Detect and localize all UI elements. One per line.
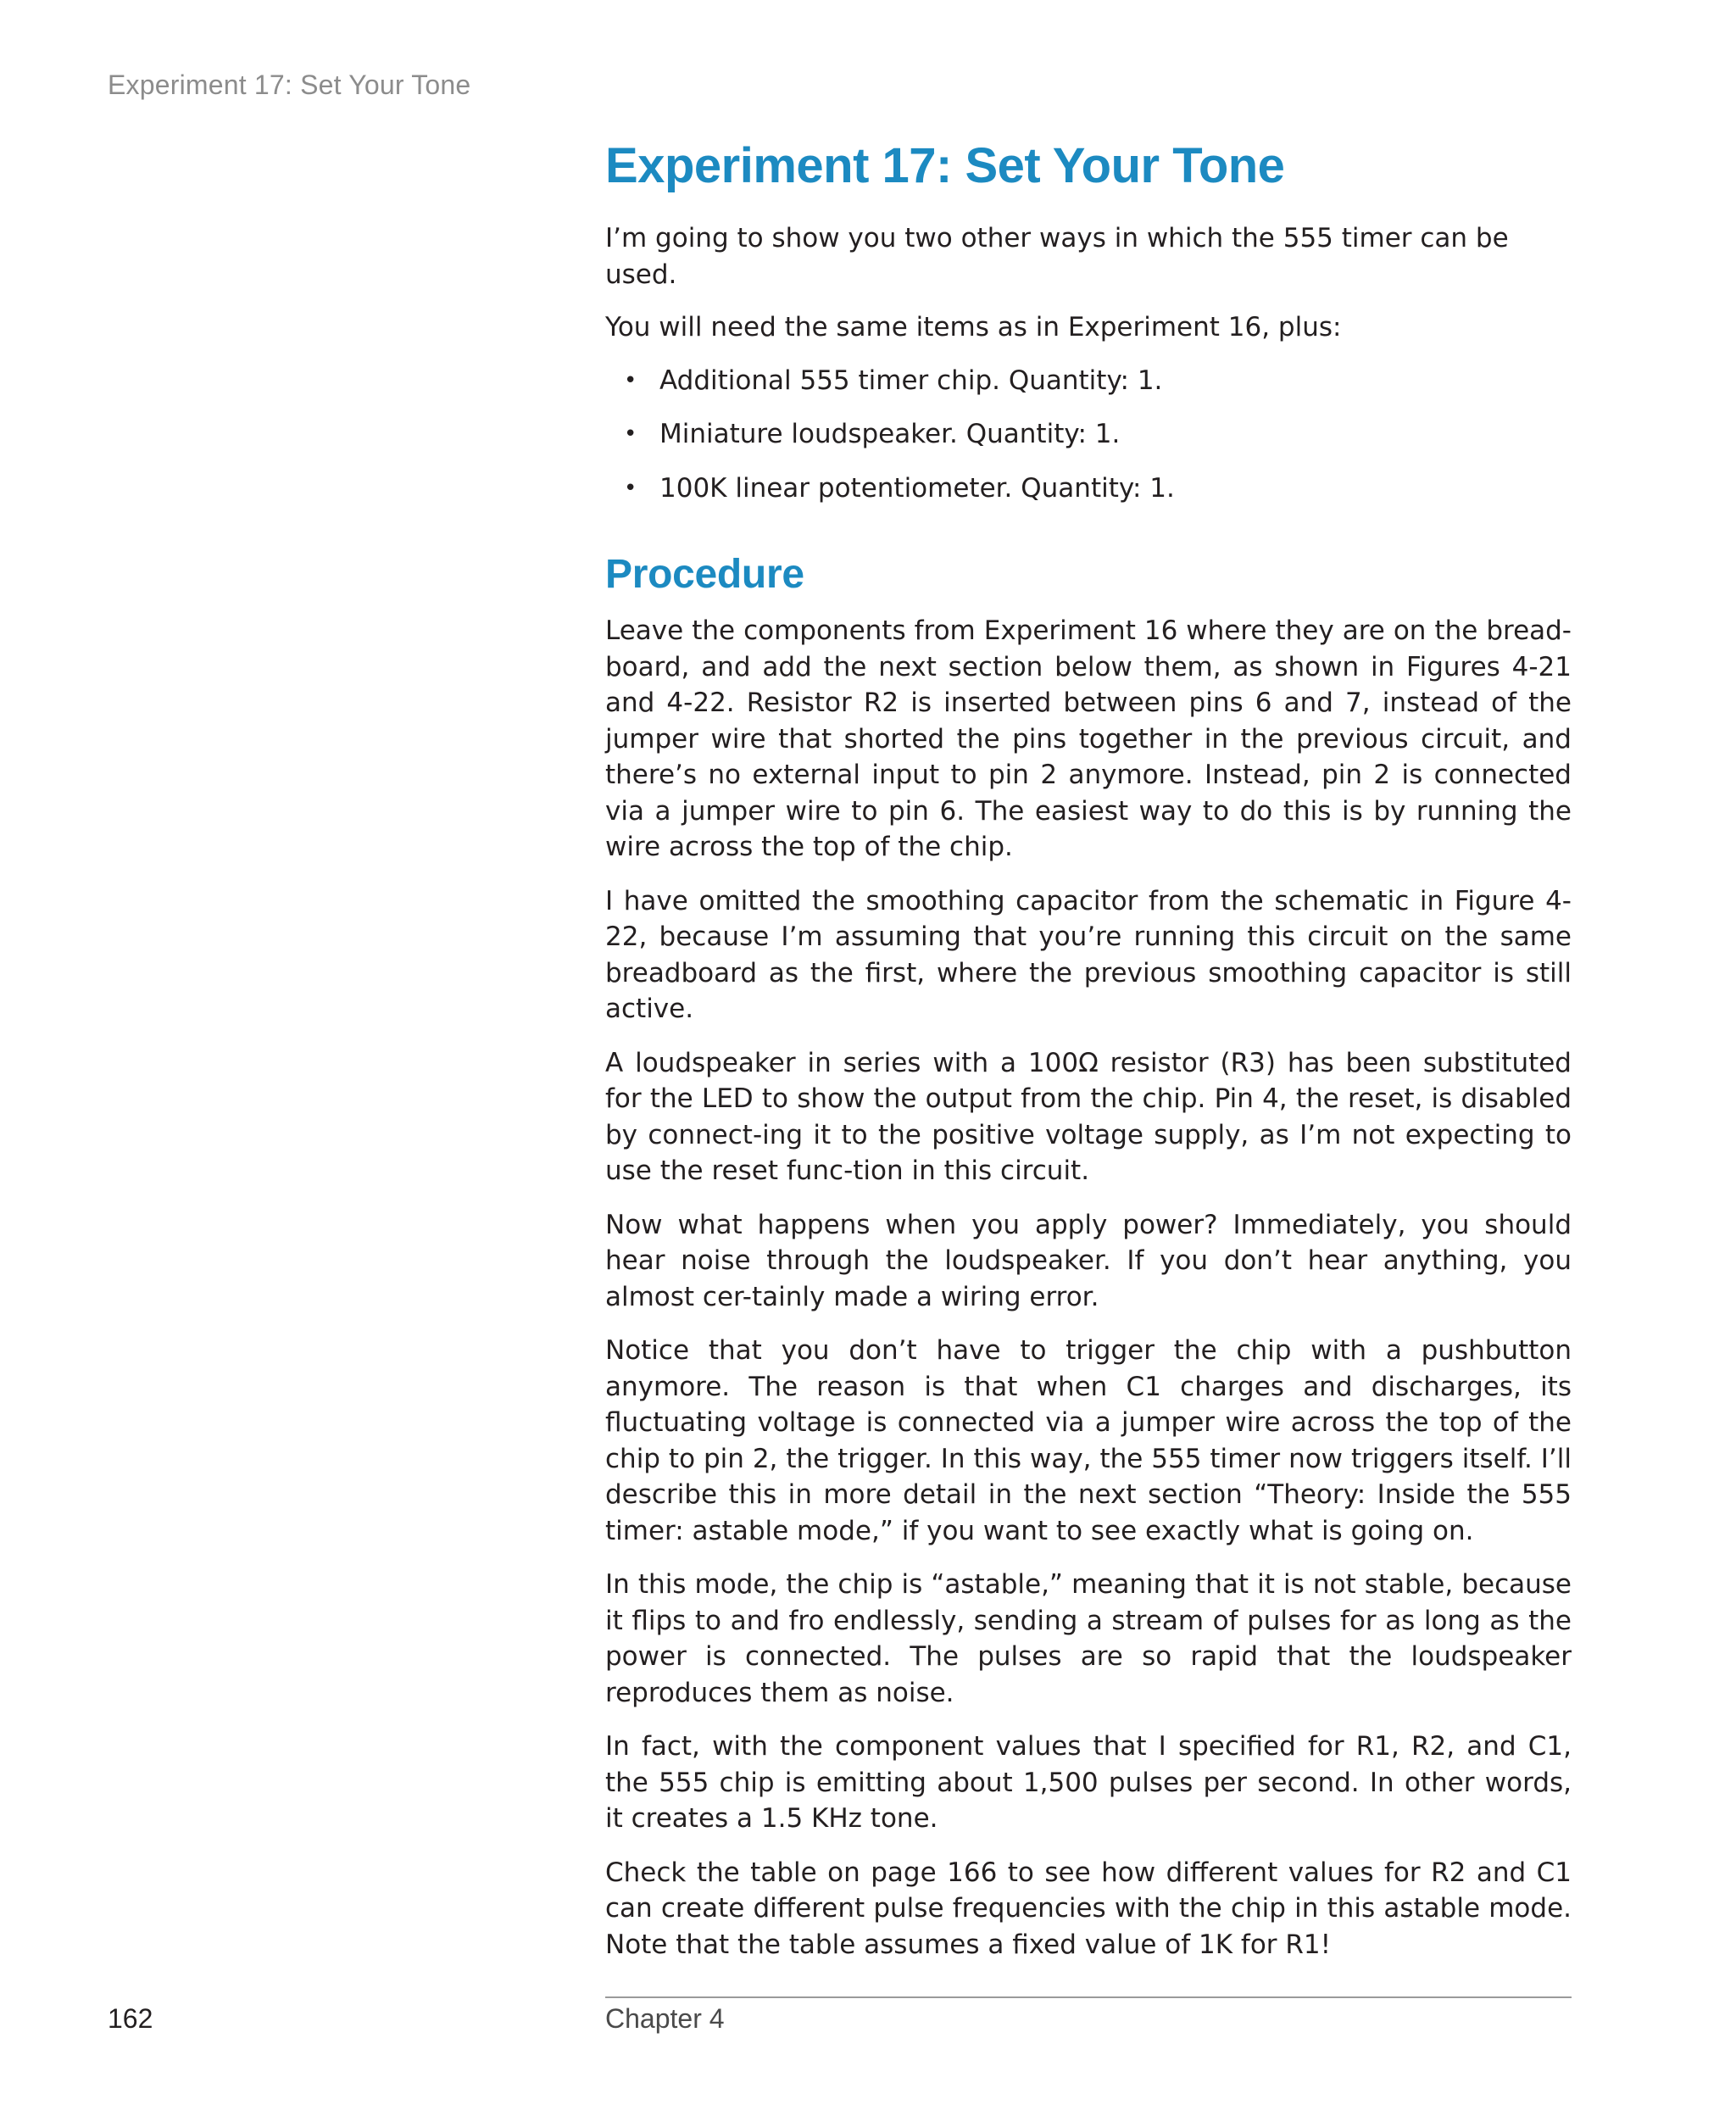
intro-section [605,220,1572,346]
list-item [605,363,1572,399]
section-heading-procedure: Procedure [605,552,804,597]
body-paragraph: I have omitted the smoothing capacitor from the schematic in Figure 4-22, because I’m assuming that you’re running this circuit on the same breadboard as the first, where the previous smoothing capacitor is still active. [605,885,1572,1024]
body-paragraph: A loudspeaker in series with a 100Ω resistor (R3) has been substituted for the LED to show the output from the chip. Pin 4, the reset, is disabled by connect-ing it to the positive voltage supply, as I’m not expecting to use the reset func-tion in this circuit. [605,1047,1572,1186]
intro-paragraph: You will need the same items as in Experiment 16, plus: [605,312,1342,342]
page-title: Experiment 17: Set Your Tone [605,138,1285,193]
list-item [605,471,1572,507]
body-paragraph: Leave the components from Experiment 16 where they are on the bread-board, and add the next section below them, as shown in Figures 4-21 and 4-22. Resistor R2 is inserted between pins 6 and 7, instead of the jumper wire that shorted the pins together in the previous circuit, and there’s no external input to pin 2 anymore. Instead, pin 2 is connected via a jumper wire to pin 6. The easiest way to do this is by running the wire across the top of the chip. [605,615,1572,862]
footer-divider [605,1996,1572,1998]
page-number: 162 [108,2003,153,2034]
intro-paragraph: I’m going to show you two other ways in which the 555 timer can be used. [605,223,1509,290]
list-item-text: Miniature loudspeaker. Quantity: 1. [659,419,1121,449]
body-paragraph: Notice that you don’t have to trigger the chip with a pushbutton anymore. The reason is that when C1 charges and discharges, its fluctuating voltage is connected via a jumper wire across the top of the chip to pin 2, the trigger. In this way, the 555 timer now triggers itself. I’ll describe this in more detail in the next section “Theory: Inside the 555 timer: astable mode,” if you want to see exactly what is going on. [605,1335,1572,1546]
body-paragraph: In fact, with the component values that I specified for R1, R2, and C1, the 555 chip is emitting about 1,500 pulses per second. In other words, it creates a 1.5 KHz tone. [605,1731,1572,1834]
chapter-label: Chapter 4 [605,2003,725,2034]
running-head: Experiment 17: Set Your Tone [108,70,471,100]
list-item-text: 100K linear potentiometer. Quantity: 1. [659,472,1175,504]
bullet-icon: • [624,367,637,393]
body-paragraph: Check the table on page 166 to see how different values for R2 and C1 can create different pulse frequencies with the chip in this astable mode. Note that the table assumes a fixed value of 1K for R1! [605,1857,1572,1960]
bullet-icon: • [624,421,637,447]
body-paragraph: Now what happens when you apply power? Immediately, you should hear noise through the loudspeaker. If you don’t hear anything, you almost cer-tainly made a wiring error. [605,1209,1572,1312]
list-item [605,416,1572,453]
body-paragraph: In this mode, the chip is “astable,” meaning that it is not stable, because it flips to and fro endlessly, sending a stream of pulses for as long as the power is connected. The pulses are so rapid that the loudspeaker reproduces them as noise. [605,1569,1572,1708]
parts-list [605,363,1572,507]
main-content [605,134,1572,1980]
list-item-text: Additional 555 timer chip. Quantity: 1. [659,365,1163,396]
bullet-icon: • [624,475,637,501]
